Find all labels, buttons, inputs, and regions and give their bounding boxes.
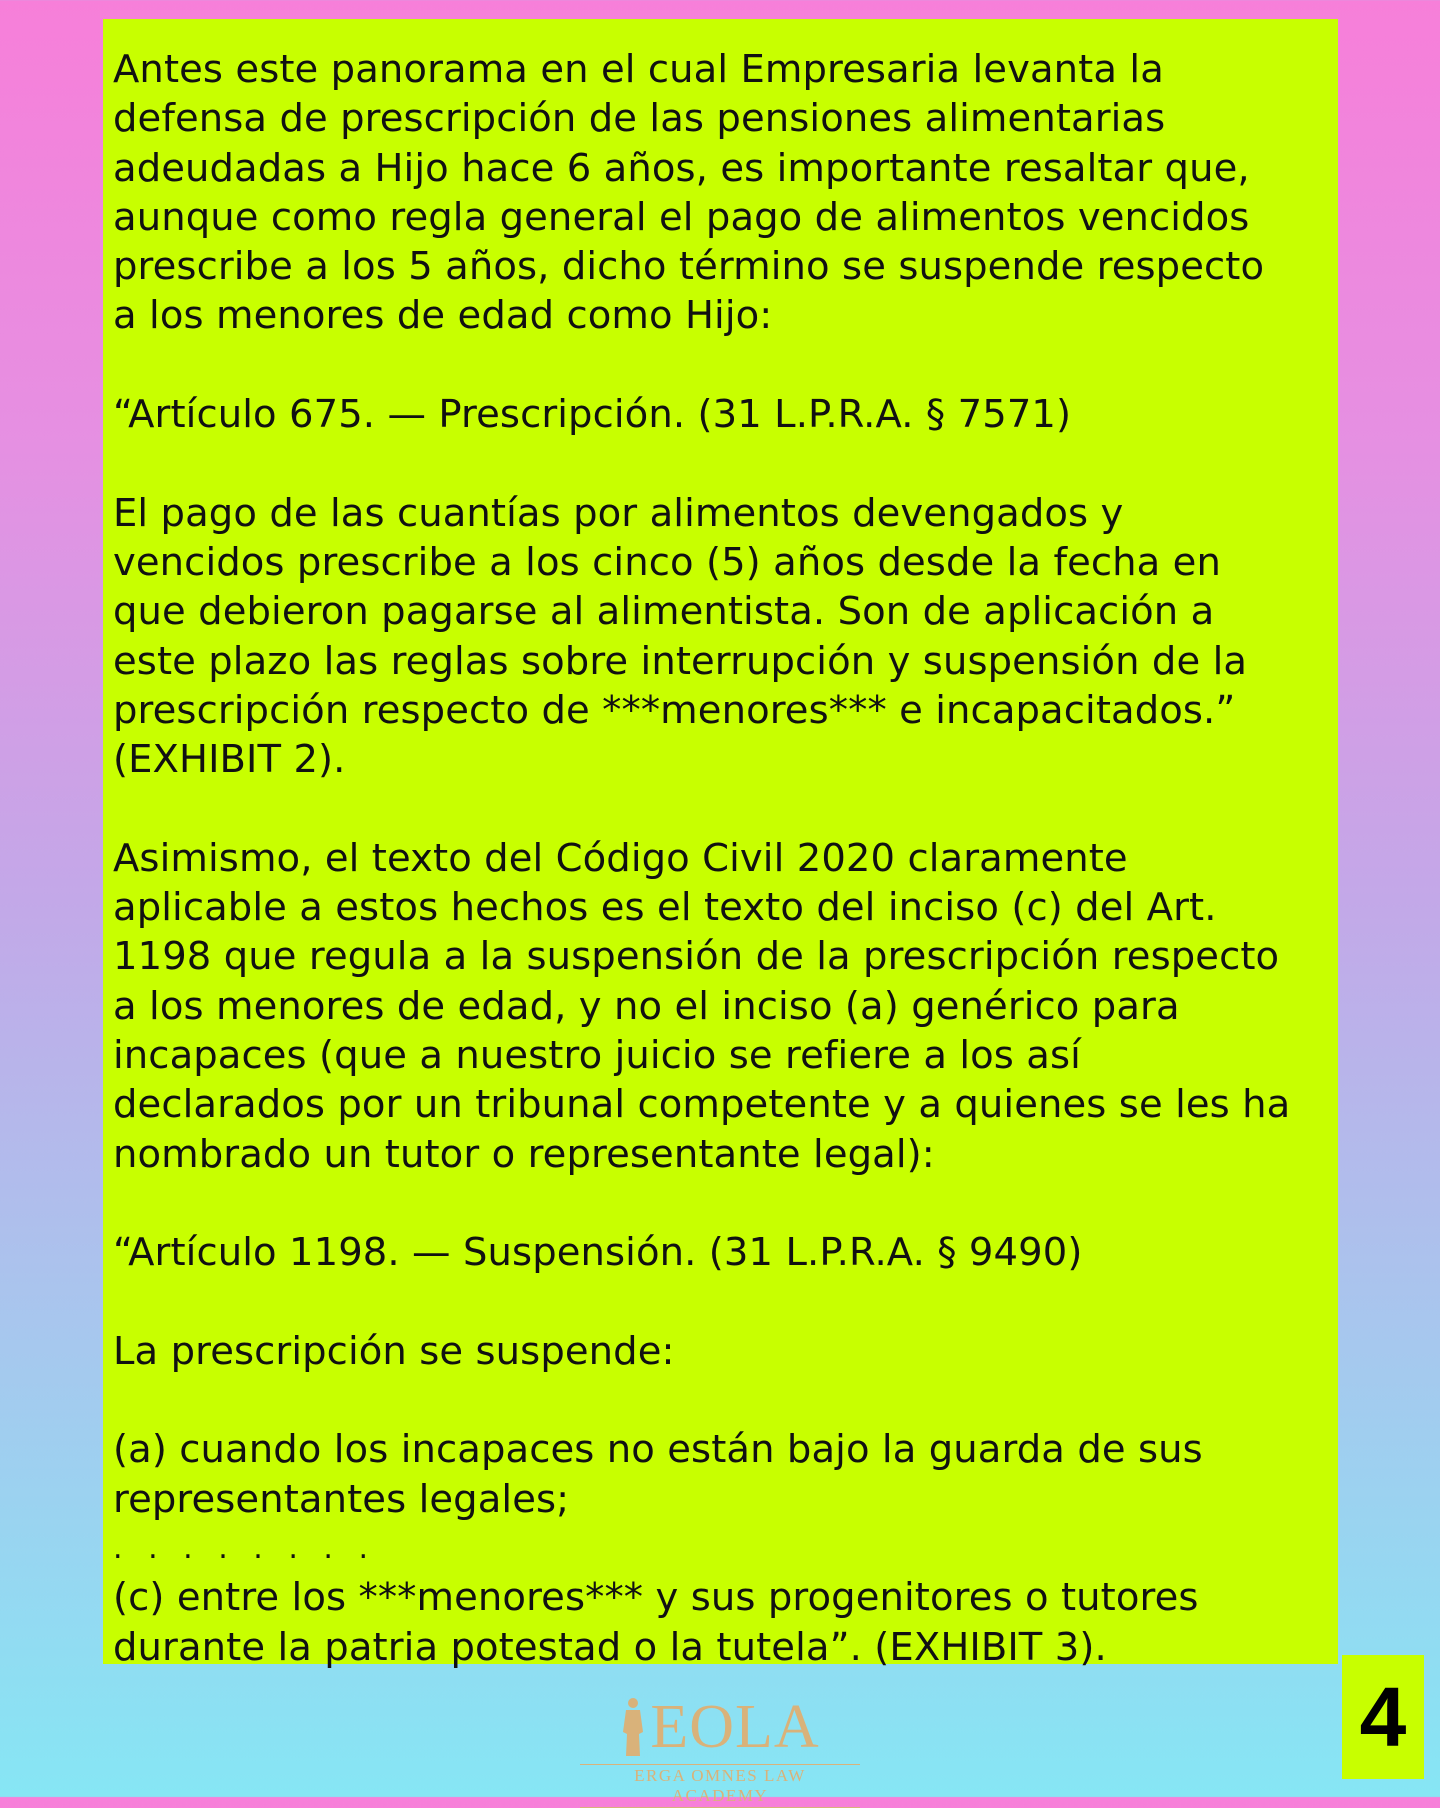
suspension-intro: La prescripción se suspende:: [113, 1328, 675, 1374]
roman-figure-icon: [620, 1696, 646, 1758]
page-number-badge: 4: [1342, 1655, 1424, 1779]
inciso-a: (a) cuando los incapaces no están bajo la guarda de sus representantes legales;: [113, 1427, 1203, 1522]
article-675-text: El pago de las cuantías por alimentos devengados y vencidos prescribe a los cinco (5) años desde la fecha en que debieron pagarse al alimentista. Son de aplicación a este plazo las reglas sobre interrupción y suspensión de la prescripción respecto de ***menores*** e incapacitados.” (EXHIBIT 2).: [113, 490, 1248, 783]
inciso-c: (c) entre los ***menores*** y sus progenitores o tutores durante la patria potestad o la tutela”. (EXHIBIT 3).: [113, 1575, 1199, 1670]
spacer: [113, 1179, 1328, 1228]
spacer: [113, 439, 1328, 488]
paragraph-intro: Antes este panorama en el cual Empresaria levanta la defensa de prescripción de las pensiones alimentarias adeudadas a Hijo hace 6 años, es importante resaltar que, aunque como regla general el pago de alimentos vencidos prescribe a los 5 años, dicho término se suspende respecto a los menores de edad como Hijo:: [113, 47, 1265, 339]
ellipsis: . . . . . . . .: [113, 1530, 377, 1566]
spacer: [113, 784, 1328, 833]
spacer: [113, 1277, 1328, 1326]
article-675-heading: “Artículo 675. — Prescripción. (31 L.P.R.A. § 7571): [113, 392, 1072, 438]
logo-tagline: ERGA OMNES LAW ACADEMY: [580, 1764, 860, 1808]
logo-mark: [580, 1688, 860, 1761]
paragraph-asimismo: Asimismo, el texto del Código Civil 2020 claramente aplicable a estos hechos es el texto del inciso (c) del Art. 1198 que regula a la suspensión de la prescripción respecto a los menores de edad, y no el inciso (a) genérico para incapaces (que a nuestro juicio se refiere a los así declarados por un tribunal competente y a quienes se les ha nombrado un tutor o representante legal):: [113, 835, 1291, 1177]
article-1198-heading: “Artículo 1198. — Suspensión. (31 L.P.R.A. § 9490): [113, 1230, 1083, 1276]
spacer: [113, 1376, 1328, 1425]
eola-logo: [580, 1688, 860, 1805]
spacer: [113, 341, 1328, 390]
text-panel: [103, 19, 1338, 1670]
logo-name: EOLA: [650, 1693, 820, 1761]
